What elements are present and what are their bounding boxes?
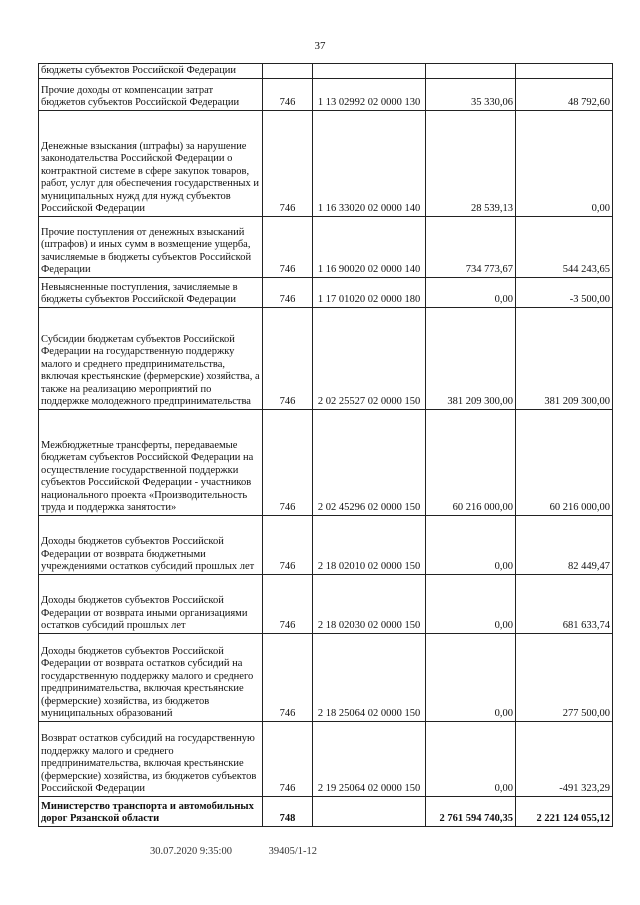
budget-classification-code (313, 797, 426, 827)
actual-amount: 2 221 124 055,12 (516, 797, 613, 827)
budget-classification-code: 2 02 25527 02 0000 150 (313, 308, 426, 410)
actual-amount: 681 633,74 (516, 575, 613, 634)
income-name: Возврат остатков субсидий на государственную поддержку малого и среднего предпринимательства, включая крестьянские (фермерские) хозяйства, из бюджетов субъектов Российской Федерации (39, 722, 263, 797)
table-row (39, 722, 613, 797)
footer-doc-number: 39405/1-12 (268, 846, 318, 857)
table-row (39, 111, 613, 217)
planned-amount: 0,00 (426, 278, 516, 308)
planned-amount: 0,00 (426, 516, 516, 575)
document-footer (150, 846, 317, 857)
admin-code: 746 (263, 278, 313, 308)
table-row (39, 634, 613, 722)
admin-code: 746 (263, 308, 313, 410)
actual-amount: -491 323,29 (516, 722, 613, 797)
admin-code: 746 (263, 217, 313, 278)
planned-amount: 381 209 300,00 (426, 308, 516, 410)
table-row (39, 79, 613, 111)
table-row (39, 278, 613, 308)
planned-amount (426, 64, 516, 79)
table-row (39, 516, 613, 575)
budget-classification-code: 2 18 02010 02 0000 150 (313, 516, 426, 575)
income-name: бюджеты субъектов Российской Федерации (39, 64, 263, 79)
planned-amount: 0,00 (426, 722, 516, 797)
income-name: Доходы бюджетов субъектов Российской Федерации от возврата остатков субсидий на государственную поддержку малого и среднего предпринимательства, включая крестьянские (фермерские) хозяйства, из бюджетов муниципальных образований (39, 634, 263, 722)
planned-amount: 28 539,13 (426, 111, 516, 217)
planned-amount: 734 773,67 (426, 217, 516, 278)
income-name: Прочие поступления от денежных взысканий (штрафов) и иных сумм в возмещение ущерба, зачисляемые в бюджеты субъектов Российской Федерации (39, 217, 263, 278)
income-name: Доходы бюджетов субъектов Российской Федерации от возврата иными организациями остатков субсидий прошлых лет (39, 575, 263, 634)
actual-amount: 0,00 (516, 111, 613, 217)
planned-amount: 60 216 000,00 (426, 410, 516, 516)
actual-amount (516, 64, 613, 79)
budget-classification-code: 1 17 01020 02 0000 180 (313, 278, 426, 308)
admin-code (263, 64, 313, 79)
income-name: Доходы бюджетов субъектов Российской Федерации от возврата бюджетными учреждениями остатков субсидий прошлых лет (39, 516, 263, 575)
planned-amount: 0,00 (426, 575, 516, 634)
budget-classification-code: 1 16 90020 02 0000 140 (313, 217, 426, 278)
budget-classification-code: 1 16 33020 02 0000 140 (313, 111, 426, 217)
admin-code: 746 (263, 575, 313, 634)
budget-table (38, 63, 613, 827)
actual-amount: 82 449,47 (516, 516, 613, 575)
budget-classification-code: 1 13 02992 02 0000 130 (313, 79, 426, 111)
budget-classification-code: 2 18 25064 02 0000 150 (313, 634, 426, 722)
admin-code: 746 (263, 111, 313, 217)
actual-amount: 60 216 000,00 (516, 410, 613, 516)
admin-code: 748 (263, 797, 313, 827)
actual-amount: -3 500,00 (516, 278, 613, 308)
table-row (39, 410, 613, 516)
admin-code: 746 (263, 722, 313, 797)
income-name: Невыясненные поступления, зачисляемые в бюджеты субъектов Российской Федерации (39, 278, 263, 308)
table-row-total (39, 797, 613, 827)
table-row (39, 308, 613, 410)
budget-table-body (39, 64, 613, 827)
admin-code: 746 (263, 79, 313, 111)
admin-code: 746 (263, 410, 313, 516)
table-row (39, 217, 613, 278)
table-row (39, 64, 613, 79)
actual-amount: 544 243,65 (516, 217, 613, 278)
budget-classification-code: 2 18 02030 02 0000 150 (313, 575, 426, 634)
actual-amount: 381 209 300,00 (516, 308, 613, 410)
budget-classification-code: 2 19 25064 02 0000 150 (313, 722, 426, 797)
table-row (39, 575, 613, 634)
admin-code: 746 (263, 634, 313, 722)
income-name: Межбюджетные трансферты, передаваемые бюджетам субъектов Российской Федерации на осуществление государственной поддержки субъектов Российской Федерации - участников национального проекта «Производительность труда и поддержка занятости» (39, 410, 263, 516)
planned-amount: 35 330,06 (426, 79, 516, 111)
budget-classification-code (313, 64, 426, 79)
income-name: Прочие доходы от компенсации затрат бюджетов субъектов Российской Федерации (39, 79, 263, 111)
budget-classification-code: 2 02 45296 02 0000 150 (313, 410, 426, 516)
actual-amount: 277 500,00 (516, 634, 613, 722)
organization-name: Министерство транспорта и автомобильных дорог Рязанской области (39, 797, 263, 827)
actual-amount: 48 792,60 (516, 79, 613, 111)
footer-datetime: 30.07.2020 9:35:00 (150, 846, 232, 857)
income-name: Субсидии бюджетам субъектов Российской Федерации на государственную поддержку малого и среднего предпринимательства, включая крестьянские (фермерские) хозяйства, а также на реализацию мероприятий по поддержке молодежного предпринимательства (39, 308, 263, 410)
income-name: Денежные взыскания (штрафы) за нарушение законодательства Российской Федерации о контрактной системе в сфере закупок товаров, работ, услуг для обеспечения государственных и муниципальных нужд для нужд субъектов Российской Федерации (39, 111, 263, 217)
planned-amount: 0,00 (426, 634, 516, 722)
planned-amount: 2 761 594 740,35 (426, 797, 516, 827)
admin-code: 746 (263, 516, 313, 575)
page-number: 37 (314, 40, 326, 52)
